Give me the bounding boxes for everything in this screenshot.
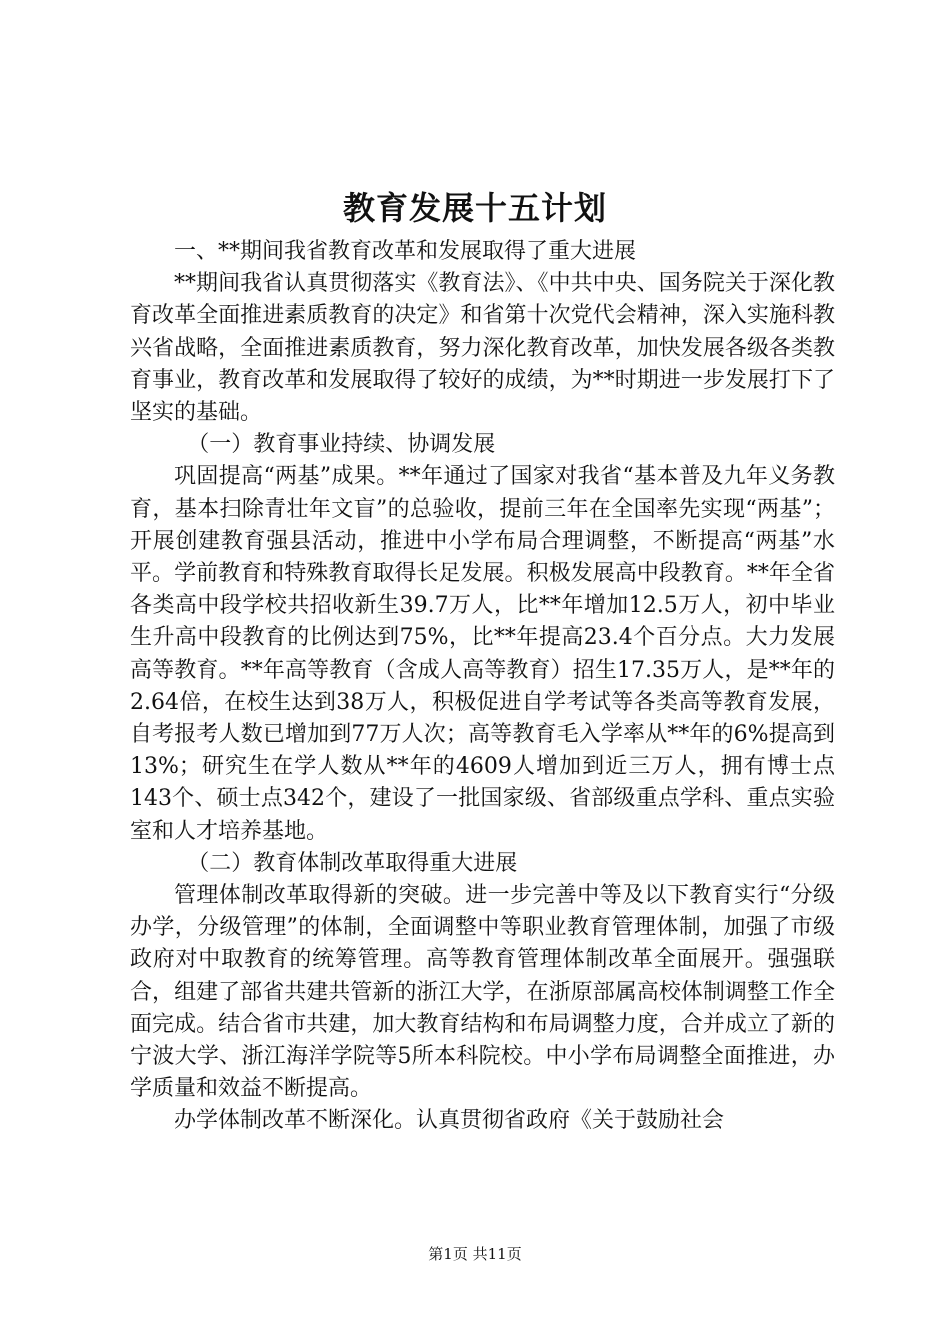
document-title: 教育发展十五计划 (342, 189, 607, 227)
document-body (130, 236, 835, 1138)
body-paragraph: **期间我省认真贯彻落实《教育法》、《中共中央、国务院关于深化教育改革全面推进素质教育的决定》和省第十次党代会精神，深入实施科教兴省战略，全面推进素质教育，努力深化教育改革，加快发展各级各类教育事业，教育改革和发展取得了较好的成绩，为**时期进一步发展打下了坚实的基础。 (130, 271, 835, 426)
subsection-heading: （二）教育体制改革取得重大进展 (187, 850, 518, 876)
subsection-heading: （一）教育事业持续、协调发展 (187, 432, 496, 458)
body-paragraph: 管理体制改革取得新的突破。进一步完善中等及以下教育实行“分级办学，分级管理”的体制，全面调整中等职业教育管理体制，加强了市级政府对中取教育的统筹管理。高等教育管理体制改革全面展开。强强联合，组建了部省共建共管新的浙江大学，在浙原部属高校体制调整工作全面完成。结合省市共建，加大教育结构和布局调整力度，合并成立了新的宁波大学、浙江海洋学院等5所本科院校。中小学布局调整全面推进，办学质量和效益不断提高。 (130, 883, 835, 1102)
page-footer: 第1页 共11页 (428, 1245, 522, 1263)
body-paragraph: 巩固提高“两基”成果。**年通过了国家对我省“基本普及九年义务教育，基本扫除青壮年文盲”的总验收，提前三年在全国率先实现“两基”；开展创建教育强县活动，推进中小学布局合理调整，不断提高“两基”水平。学前教育和特殊教育取得长足发展。积极发展高中段教育。**年全省各类高中段学校共招收新生39.7万人，比**年增加12.5万人，初中毕业生升高中段教育的比例达到75%，比**年提高23.4个百分点。大力发展高等教育。**年高等教育（含成人高等教育）招生17.35万人，是**年的2.64倍，在校生达到38万人，积极促进自学考试等各类高等教育发展，自考报考人数已增加到77万人次；高等教育毛入学率从**年的6%提高到13%；研究生在学人数从**年的4609人增加到近三万人，拥有博士点143个、硕士点342个，建设了一批国家级、省部级重点学科、重点实验室和人才培养基地。 (130, 464, 835, 844)
section-heading: 一、**期间我省教育改革和发展取得了重大进展 (174, 239, 637, 264)
body-paragraph: 办学体制改革不断深化。认真贯彻省政府《关于鼓励社会 (174, 1108, 725, 1134)
